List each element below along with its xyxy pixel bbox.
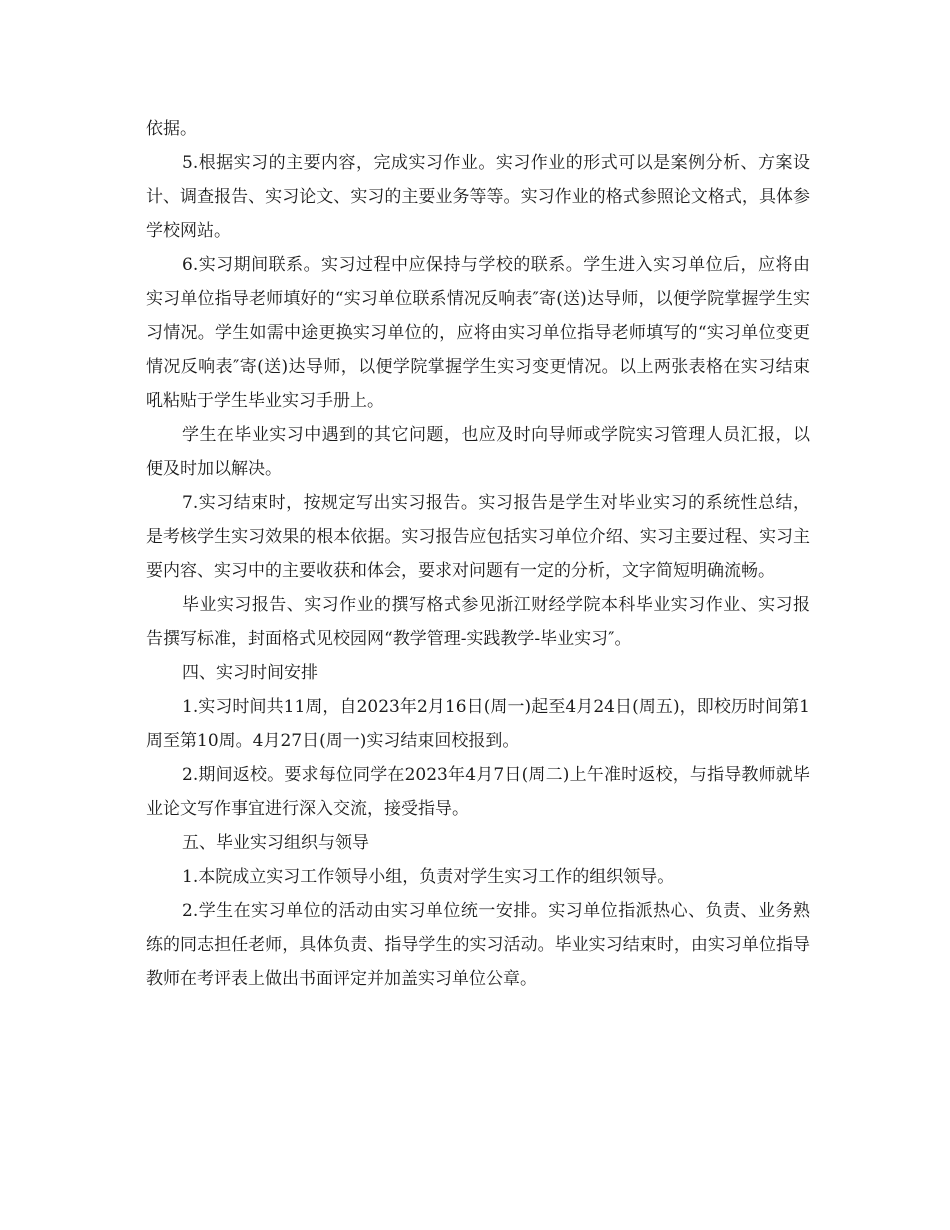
section-heading-4: 四、实习时间安排 — [182, 663, 318, 683]
paragraph-7: 1.实习时间共11周，自2023年2月16日(周一)起至4月24日(周五)，即校历时间第1周至第10周。4月27日(周一)实习结束回校报到。 — [146, 697, 810, 751]
paragraph-3: 6.实习期间联系。实习过程中应保持与学校的联系。学生进入实习单位后，应将由实习单位指导老师填好的“实习单位联系情况反响表″寄(送)达导师，以便学院掌握学生实习情况。学生如需中途更换实习单位的，应将由实习单位指导老师填写的“实习单位变更情况反响表″寄(送)达导师，以便学院掌握学生实习变更情况。以上两张表格在实习结束吼粘贴于学生毕业实习手册上。 — [146, 255, 810, 411]
paragraph-2: 5.根据实习的主要内容，完成实习作业。实习作业的形式可以是案例分析、方案设计、调查报告、实习论文、实习的主要业务等等。实习作业的格式参照论文格式，具体参学校网站。 — [146, 153, 810, 241]
paragraph-9: 1.本院成立实习工作领导小组，负责对学生实习工作的组织领导。 — [182, 867, 675, 887]
document-page — [146, 112, 810, 996]
section-heading-5: 五、毕业实习组织与领导 — [182, 833, 369, 853]
paragraph-6: 毕业实习报告、实习作业的撰写格式参见浙江财经学院本科毕业实习作业、实习报告撰写标准，封面格式见校园网“教学管理-实践教学-毕业实习″。 — [146, 595, 810, 649]
paragraph-8: 2.期间返校。要求每位同学在2023年4月7日(周二)上午准时返校，与指导教师就毕业论文写作事宜进行深入交流，接受指导。 — [146, 765, 810, 819]
paragraph-4: 学生在毕业实习中遇到的其它问题，也应及时向导师或学院实习管理人员汇报，以便及时加以解决。 — [146, 425, 810, 479]
paragraph-10: 2.学生在实习单位的活动由实习单位统一安排。实习单位指派热心、负责、业务熟练的同志担任老师，具体负责、指导学生的实习活动。毕业实习结束时，由实习单位指导教师在考评表上做出书面评定并加盖实习单位公章。 — [146, 901, 810, 989]
paragraph-1: 依据。 — [146, 119, 197, 139]
paragraph-5: 7.实习结束时，按规定写出实习报告。实习报告是学生对毕业实习的系统性总结，是考核学生实习效果的根本依据。实习报告应包括实习单位介绍、实习主要过程、实习主要内容、实习中的主要收获和体会，要求对问题有一定的分析，文字简短明确流畅。 — [146, 493, 810, 581]
